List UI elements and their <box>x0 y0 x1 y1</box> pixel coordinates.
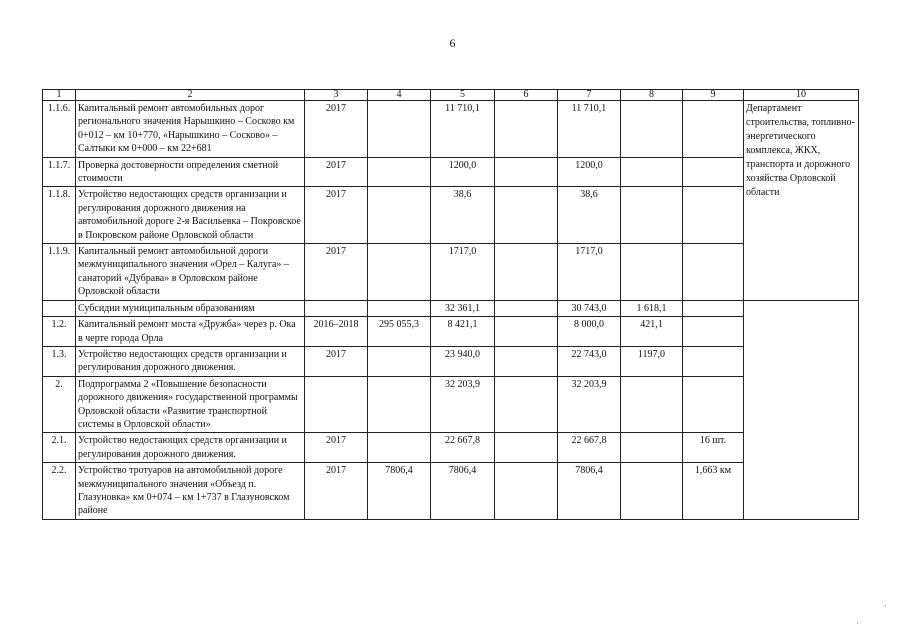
row-number: 1.3. <box>43 346 76 376</box>
data-table <box>42 89 859 520</box>
table-row <box>43 317 859 347</box>
cell-col7: 1200,0 <box>558 157 621 187</box>
row-number <box>43 300 76 316</box>
cell-col8: 1 618,1 <box>621 300 683 316</box>
row-number: 1.1.7. <box>43 157 76 187</box>
cell-col6 <box>495 317 558 347</box>
cell-period: 2017 <box>305 101 368 158</box>
cell-col7: 22 667,8 <box>558 433 621 463</box>
cell-col6 <box>495 376 558 433</box>
col-header: 2 <box>76 90 305 101</box>
cell-period: 2016–2018 <box>305 317 368 347</box>
cell-col9 <box>683 187 744 244</box>
row-name: Субсидии муниципальным образованиям <box>76 300 305 316</box>
cell-col6 <box>495 433 558 463</box>
cell-col9 <box>683 157 744 187</box>
row-name: Капитальный ремонт моста «Дружба» через р. Ока в черте города Орла <box>76 317 305 347</box>
col-header: 8 <box>621 90 683 101</box>
row-name: Подпрограмма 2 «Повышение безопасности дорожного движения» государственной программы Орловской области «Развитие транспортной системы в Орловской области» <box>76 376 305 433</box>
col-header: 3 <box>305 90 368 101</box>
cell-period: 2017 <box>305 433 368 463</box>
col-header: 5 <box>431 90 495 101</box>
cell-col8 <box>621 433 683 463</box>
cell-period <box>305 376 368 433</box>
cell-col5: 1717,0 <box>431 244 495 301</box>
table-row <box>43 433 859 463</box>
cell-col5: 22 667,8 <box>431 433 495 463</box>
cell-col5: 1200,0 <box>431 157 495 187</box>
row-name: Устройство недостающих средств организации и регулирования дорожного движения. <box>76 346 305 376</box>
cell-col9 <box>683 376 744 433</box>
cell-period: 2017 <box>305 244 368 301</box>
col-header: 10 <box>744 90 859 101</box>
cell-period <box>305 300 368 316</box>
cell-col6 <box>495 101 558 158</box>
table-row <box>43 376 859 433</box>
row-number: 1.2. <box>43 317 76 347</box>
cell-col7: 11 710,1 <box>558 101 621 158</box>
row-name: Капитальный ремонт автомобильных дорог регионального значения Нарышкино – Сосково км 0+012 – км 10+770, «Нарышкино – Сосково» – Салтыки км 0+000 – км 22+681 <box>76 101 305 158</box>
cell-col4: 7806,4 <box>368 463 431 520</box>
row-name: Капитальный ремонт автомобильной дороги межмуниципального значения «Орел – Калуга» – санаторий «Дубрава» в Орловском районе Орловской области <box>76 244 305 301</box>
table-row <box>43 346 859 376</box>
cell-col7: 1717,0 <box>558 244 621 301</box>
table-row <box>43 463 859 520</box>
page-number: 6 <box>449 36 456 50</box>
cell-period: 2017 <box>305 187 368 244</box>
cell-col5: 32 361,1 <box>431 300 495 316</box>
row-number: 1.1.6. <box>43 101 76 158</box>
cell-col9 <box>683 101 744 158</box>
cell-col6 <box>495 300 558 316</box>
cell-period: 2017 <box>305 346 368 376</box>
cell-col7: 7806,4 <box>558 463 621 520</box>
cell-col4 <box>368 157 431 187</box>
col-header: 9 <box>683 90 744 101</box>
row-name: Проверка достоверности определения сметной стоимости <box>76 157 305 187</box>
cell-col4 <box>368 433 431 463</box>
row-number: 1.1.9. <box>43 244 76 301</box>
row-number: 2. <box>43 376 76 433</box>
cell-col5: 32 203,9 <box>431 376 495 433</box>
cell-col8 <box>621 463 683 520</box>
cell-col9 <box>683 346 744 376</box>
cell-col8: 421,1 <box>621 317 683 347</box>
row-name: Устройство тротуаров на автомобильной дороге межмуниципального значения «Объезд п. Глазуновка» км 0+074 – км 1+737 в Глазуновском районе <box>76 463 305 520</box>
cell-col8 <box>621 157 683 187</box>
cell-col4: 295 055,3 <box>368 317 431 347</box>
cell-col8: 1197,0 <box>621 346 683 376</box>
header-row <box>43 90 859 101</box>
cell-period: 2017 <box>305 463 368 520</box>
cell-col4 <box>368 376 431 433</box>
cell-col9: 1,663 км <box>683 463 744 520</box>
cell-col9 <box>683 244 744 301</box>
table-row <box>43 101 859 158</box>
cell-col6 <box>495 187 558 244</box>
table-row <box>43 187 859 244</box>
row-name: Устройство недостающих средств организации и регулирования дорожного движения на автомобильной дороге 2-я Васильевка – Покровское в Покровском районе Орловской области <box>76 187 305 244</box>
cell-col6 <box>495 157 558 187</box>
cell-col8 <box>621 101 683 158</box>
table-row <box>43 244 859 301</box>
department-cell: Департамент строительства, топливно-энергетического комплекса, ЖКХ, транспорта и дорожного хозяйства Орловской области <box>744 101 859 301</box>
cell-col8 <box>621 187 683 244</box>
cell-col8 <box>621 376 683 433</box>
cell-col7: 32 203,9 <box>558 376 621 433</box>
table-row <box>43 300 859 316</box>
col-header: 6 <box>495 90 558 101</box>
cell-col7: 38,6 <box>558 187 621 244</box>
cell-col7: 8 000,0 <box>558 317 621 347</box>
cell-col6 <box>495 346 558 376</box>
row-number: 1.1.8. <box>43 187 76 244</box>
col-header: 7 <box>558 90 621 101</box>
cell-period: 2017 <box>305 157 368 187</box>
row-number: 2.2. <box>43 463 76 520</box>
col-header: 1 <box>43 90 76 101</box>
cell-col5: 11 710,1 <box>431 101 495 158</box>
col-header: 4 <box>368 90 431 101</box>
empty-cell <box>744 300 859 519</box>
cell-col7: 30 743,0 <box>558 300 621 316</box>
cell-col4 <box>368 187 431 244</box>
cell-col4 <box>368 346 431 376</box>
cell-col7: 22 743,0 <box>558 346 621 376</box>
cell-col4 <box>368 244 431 301</box>
row-name: Устройство недостающих средств организации и регулирования дорожного движения. <box>76 433 305 463</box>
cell-col6 <box>495 463 558 520</box>
scan-speck: · <box>884 601 887 611</box>
cell-col9 <box>683 317 744 347</box>
scan-speck: · <box>856 618 859 628</box>
table-row <box>43 157 859 187</box>
cell-col4 <box>368 300 431 316</box>
cell-col5: 38,6 <box>431 187 495 244</box>
cell-col5: 8 421,1 <box>431 317 495 347</box>
cell-col9: 16 шт. <box>683 433 744 463</box>
cell-col4 <box>368 101 431 158</box>
cell-col6 <box>495 244 558 301</box>
cell-col9 <box>683 300 744 316</box>
cell-col5: 7806,4 <box>431 463 495 520</box>
row-number: 2.1. <box>43 433 76 463</box>
cell-col5: 23 940,0 <box>431 346 495 376</box>
cell-col8 <box>621 244 683 301</box>
